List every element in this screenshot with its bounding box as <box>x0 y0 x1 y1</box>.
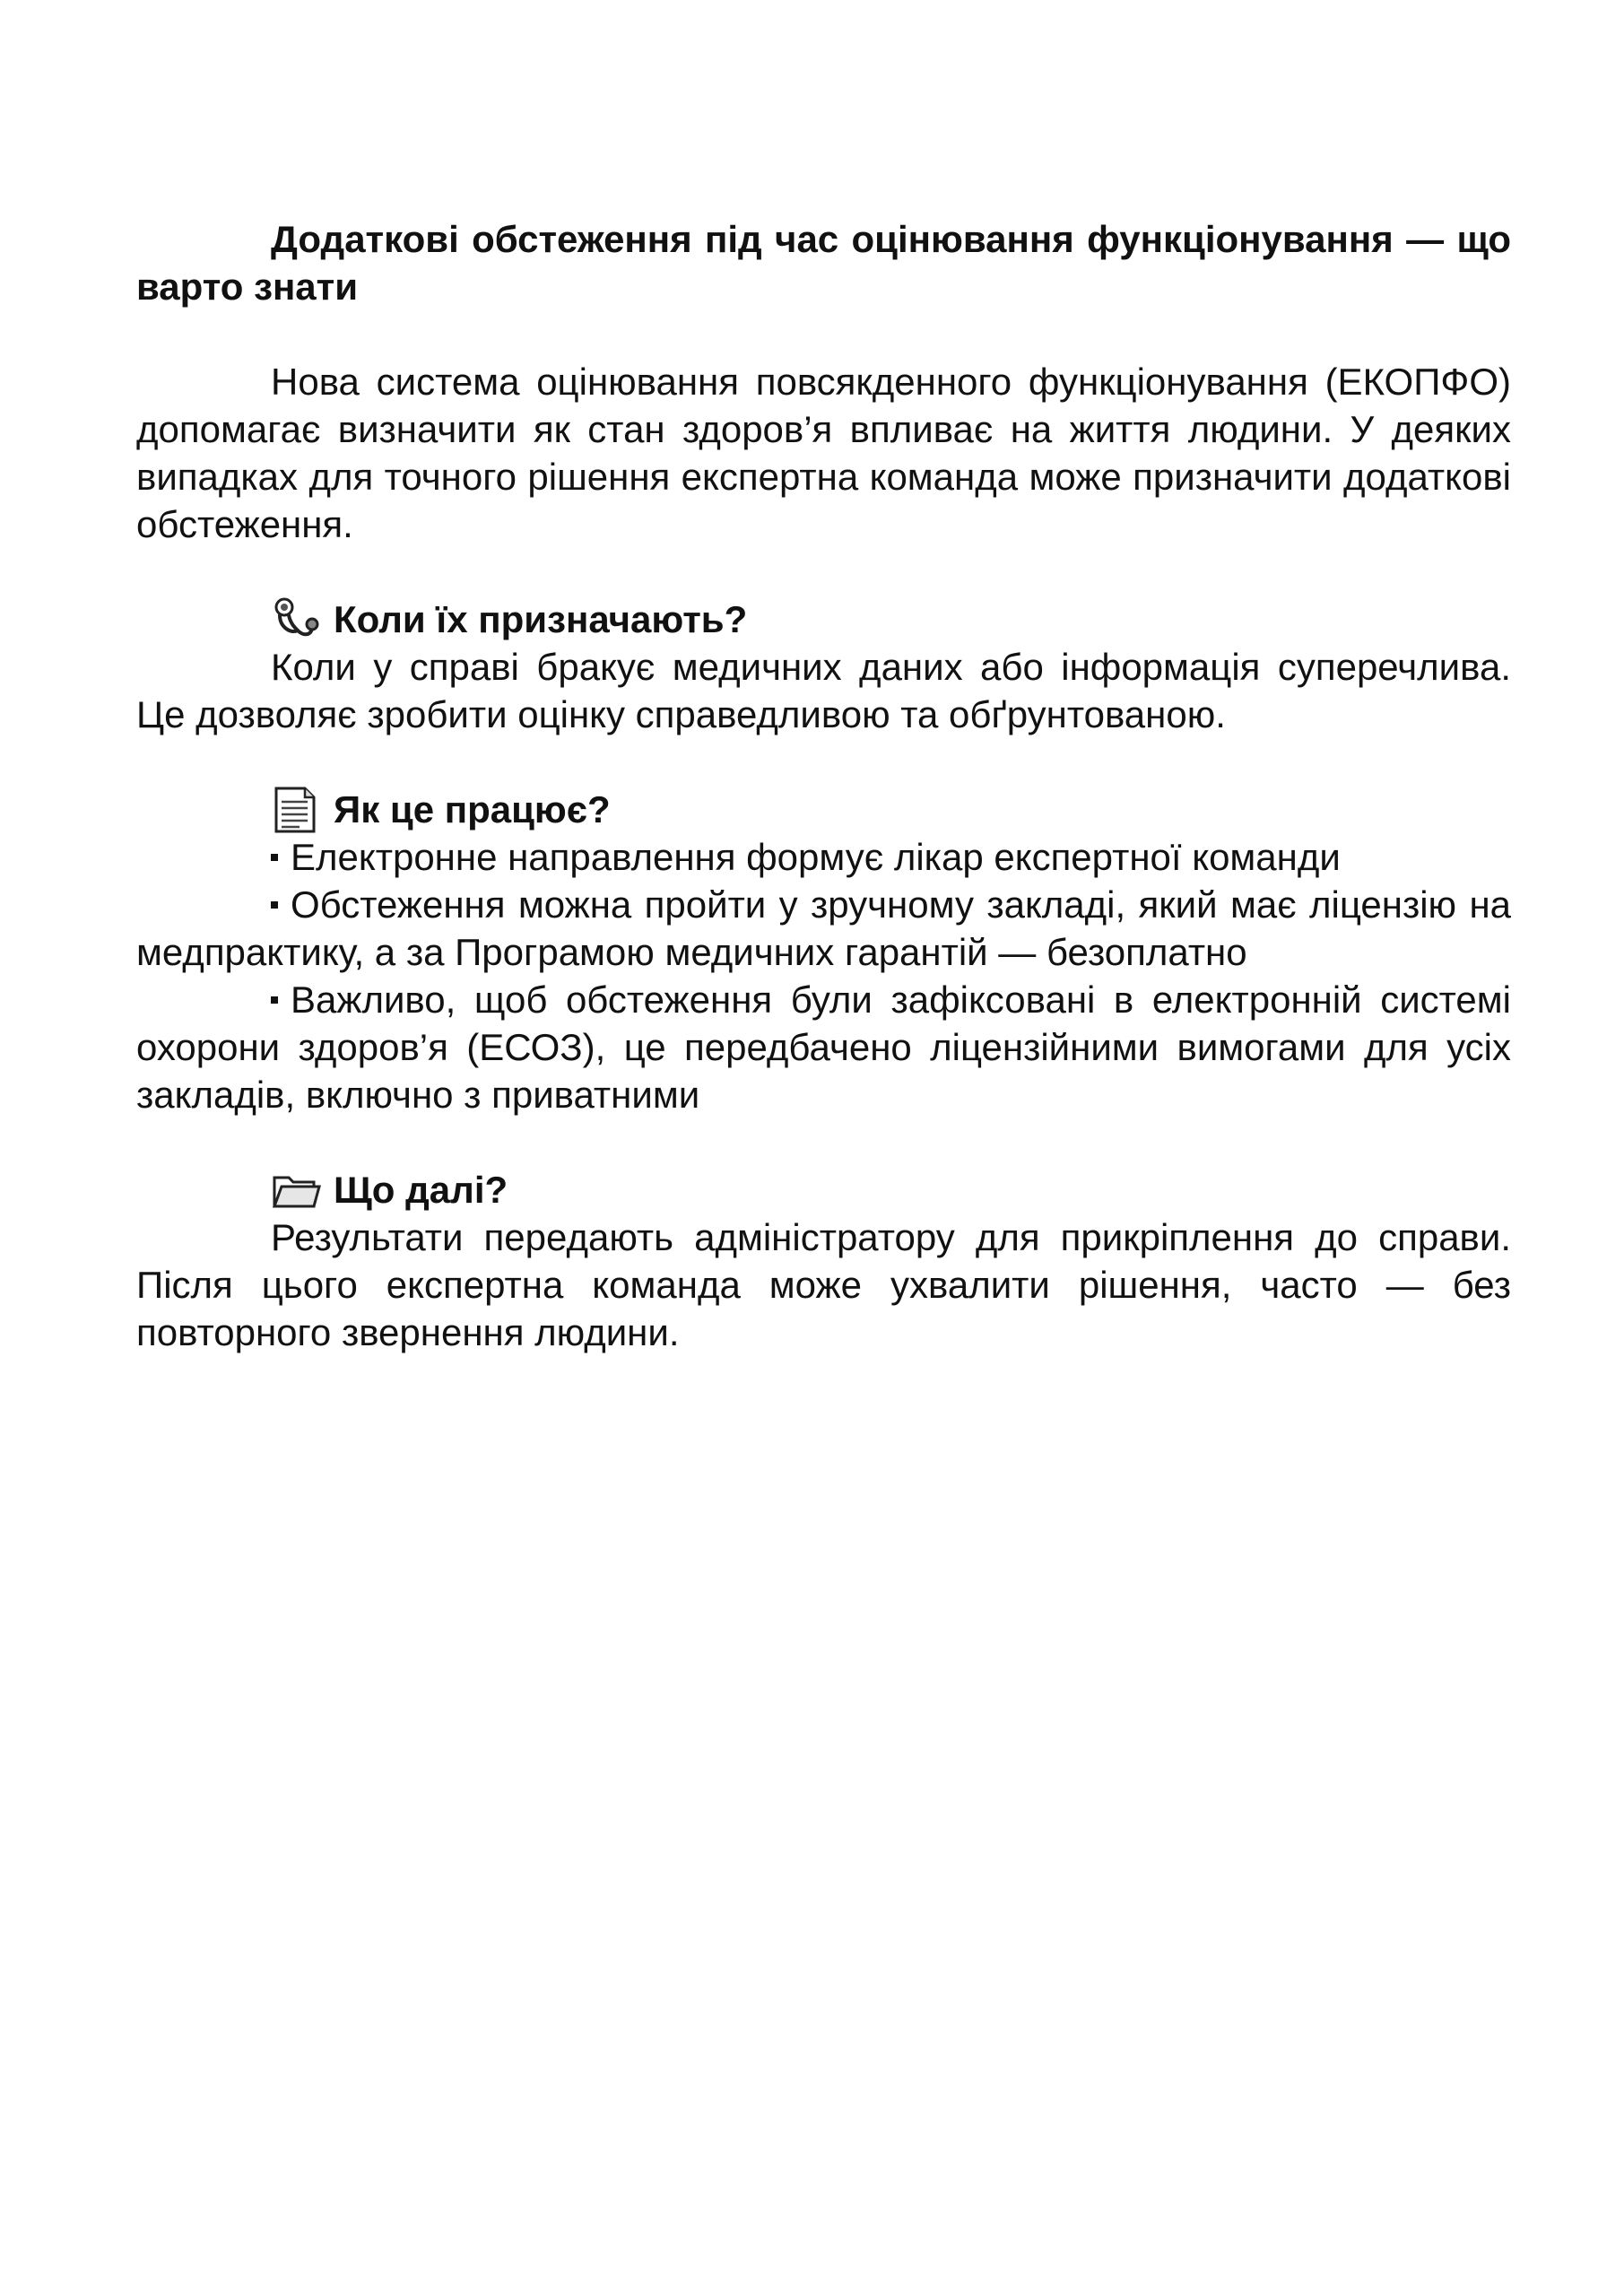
bullet-marker <box>271 996 278 1004</box>
bullet-text: Важливо, щоб обстеження були зафіксовані в електронній системі охорони здоров’я (ЕСОЗ), це передбачено ліцензійними вимогами для усіх закладів, включно з приватними <box>136 978 1511 1116</box>
stethoscope-icon <box>271 596 321 643</box>
bullet-text: Обстеження можна пройти у зручному закладі, який має ліцензію на медпрактику, а за Програмою медичних гарантій — безоплатно <box>136 883 1511 973</box>
section-how-heading <box>271 786 1511 833</box>
intro-paragraph: Нова система оцінювання повсякденного функціонування (ЕКОПФО) допомагає визначити як стан здоров’я впливає на життя людини. У деяких випадках для точного рішення експертна команда може призначити додаткові обстеження. <box>136 361 1511 545</box>
document-body <box>136 215 1511 1356</box>
bullet-item <box>136 833 1511 881</box>
document-title: Додаткові обстеження під час оцінювання функціонування — що варто знати <box>136 218 1511 308</box>
bullet-item <box>136 881 1511 976</box>
section-next-heading-text: Що далі? <box>334 1169 508 1211</box>
bullet-marker <box>271 901 278 909</box>
document-icon <box>271 787 321 833</box>
section-when-text: Коли у справі бракує медичних даних або інформація суперечлива. Це дозволяє зробити оцінку справедливою та обґрунтованою. <box>136 646 1511 735</box>
section-when-heading <box>271 596 1511 643</box>
bullet-item <box>136 976 1511 1118</box>
folder-icon <box>271 1167 321 1213</box>
section-next-text: Результати передають адміністратору для прикріплення до справи. Після цього експертна команда може ухвалити рішення, часто — без повторного звернення людини. <box>136 1216 1511 1353</box>
bullet-text: Електронне направлення формує лікар експертної команди <box>291 836 1341 878</box>
section-how-heading-text: Як це працює? <box>334 788 611 831</box>
section-when-heading-text: Коли їх призначають? <box>334 598 748 640</box>
section-next-heading <box>271 1166 1511 1213</box>
bullet-marker <box>271 854 278 861</box>
